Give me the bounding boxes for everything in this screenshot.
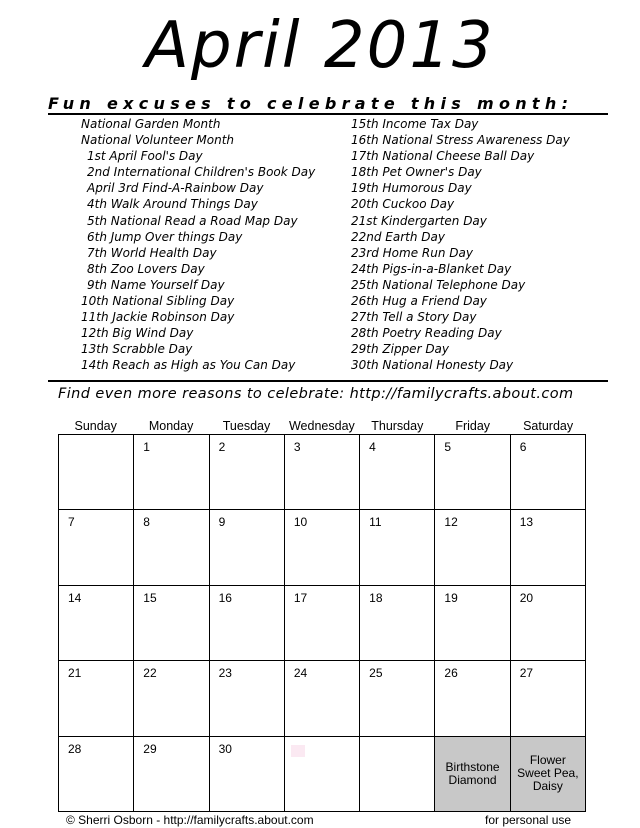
- calendar-cell: [134, 435, 209, 510]
- divider-top: [48, 113, 608, 115]
- calendar-cell: [285, 661, 360, 736]
- excuse-item: National Volunteer Month: [81, 133, 235, 148]
- day-number: 11: [369, 515, 382, 530]
- excuse-item: 16th National Stress Awareness Day: [351, 133, 570, 148]
- calendar-cell: [511, 661, 586, 736]
- day-number: 21: [68, 666, 82, 681]
- excuse-item: 29th Zipper Day: [351, 342, 450, 357]
- calendar-cell: [210, 661, 285, 736]
- calendar-cell: [360, 661, 435, 736]
- day-number: 28: [68, 741, 82, 756]
- day-number: 20: [519, 590, 534, 605]
- birthstone-cell: [435, 737, 510, 812]
- weekday-label: Thursday: [371, 419, 424, 433]
- page-subtitle: Fun excuses to celebrate this month:: [48, 94, 574, 113]
- calendar-cell: [134, 661, 209, 736]
- calendar-cell: [360, 435, 435, 510]
- excuse-item: 11th Jackie Robinson Day: [81, 310, 235, 325]
- usage-footer: for personal use: [485, 813, 572, 827]
- calendar-cell: [59, 510, 134, 585]
- excuse-item: 7th World Health Day: [87, 245, 217, 260]
- calendar-cell: [210, 586, 285, 661]
- weekday-header: [58, 418, 586, 434]
- calendar-cell: [511, 435, 586, 510]
- calendar-cell: [59, 435, 134, 510]
- excuse-item: 18th Pet Owner's Day: [351, 165, 482, 180]
- excuse-item: 9th Name Yourself Day: [87, 277, 225, 292]
- calendar-cell: [435, 586, 510, 661]
- divider-bottom: [48, 380, 608, 382]
- day-number: 4: [369, 440, 376, 454]
- calendar-cell: [285, 586, 360, 661]
- calendar-cell: [435, 435, 510, 510]
- day-number: 24: [293, 666, 308, 681]
- day-number: 17: [293, 590, 308, 605]
- calendar-cell: [134, 737, 209, 812]
- excuse-item: 19th Humorous Day: [351, 181, 472, 196]
- day-number: 6: [519, 440, 527, 454]
- excuse-list-right: [351, 116, 570, 374]
- day-number: 22: [143, 666, 157, 681]
- calendar-cell: [285, 737, 360, 812]
- calendar-cell: [134, 510, 209, 585]
- excuse-item: 1st April Fool's Day: [87, 149, 203, 164]
- excuse-item: 6th Jump Over things Day: [87, 229, 243, 244]
- day-number: 25: [369, 666, 383, 681]
- calendar-cell: [360, 586, 435, 661]
- day-number: 5: [444, 440, 452, 454]
- day-number: 14: [68, 590, 82, 605]
- day-number: 1: [143, 440, 150, 454]
- day-number: 7: [68, 515, 75, 530]
- calendar-cell: [511, 586, 586, 661]
- calendar-cell: [210, 737, 285, 812]
- day-number: 18: [369, 590, 383, 605]
- day-number: 27: [519, 666, 534, 681]
- calendar-cell: [210, 510, 285, 585]
- excuse-item: 12th Big Wind Day: [81, 326, 194, 341]
- weekday-label: Sunday: [74, 419, 117, 433]
- excuse-item: 14th Reach as High as You Can Day: [81, 358, 296, 373]
- copyright-footer[interactable]: © Sherri Osborn - http://familycrafts.about.com: [66, 813, 314, 827]
- day-number: 19: [444, 590, 458, 605]
- calendar-cell: [285, 435, 360, 510]
- excuse-item: 8th Zoo Lovers Day: [87, 261, 205, 276]
- weekday-label: Saturday: [523, 419, 574, 433]
- excuse-item: 5th National Read a Road Map Day: [87, 213, 298, 228]
- day-number: 3: [293, 440, 301, 454]
- excuse-item: 28th Poetry Reading Day: [351, 326, 502, 341]
- calendar-cell: [134, 586, 209, 661]
- calendar-cell: [360, 737, 435, 812]
- day-number: 26: [444, 666, 458, 681]
- excuse-item: 4th Walk Around Things Day: [87, 197, 258, 212]
- day-number: 30: [218, 741, 232, 756]
- calendar-cell: [435, 510, 510, 585]
- page-title: April 2013: [145, 9, 495, 83]
- day-number: 9: [218, 515, 226, 530]
- day-number: 8: [143, 515, 150, 530]
- day-number: 15: [143, 590, 157, 605]
- weekday-label: Tuesday: [222, 419, 271, 433]
- calendar-cell: [360, 510, 435, 585]
- excuse-item: 26th Hug a Friend Day: [351, 294, 487, 309]
- day-number: 29: [143, 741, 157, 756]
- excuse-item: 30th National Honesty Day: [351, 358, 514, 373]
- calendar-cell: [511, 510, 586, 585]
- calendar-cell: [435, 661, 510, 736]
- excuse-item: 10th National Sibling Day: [81, 294, 235, 309]
- day-number: 13: [519, 515, 534, 530]
- pink-mark: [291, 745, 305, 757]
- excuse-item: 23rd Home Run Day: [351, 245, 473, 260]
- day-number: 12: [444, 515, 458, 530]
- day-number: 10: [293, 515, 308, 530]
- excuse-item: 20th Cuckoo Day: [351, 197, 455, 212]
- calendar-cell: [59, 661, 134, 736]
- excuse-item: 24th Pigs-in-a-Blanket Day: [351, 261, 512, 276]
- calendar-cell: [285, 510, 360, 585]
- flower-cell: [511, 737, 586, 812]
- excuse-item: 15th Income Tax Day: [351, 117, 479, 131]
- calendar-cell: [59, 586, 134, 661]
- excuse-item: 17th National Cheese Ball Day: [351, 149, 535, 164]
- excuse-item: 25th National Telephone Day: [351, 277, 526, 292]
- weekday-label: Wednesday: [288, 419, 355, 433]
- day-number: 23: [218, 666, 232, 681]
- excuse-item: 21st Kindergarten Day: [351, 213, 487, 228]
- calendar-grid: [58, 434, 586, 812]
- birthstone-label: Birthstone Diamond: [445, 759, 500, 787]
- excuse-item: National Garden Month: [81, 117, 221, 131]
- excuse-item: 13th Scrabble Day: [81, 342, 193, 357]
- excuse-item: April 3rd Find-A-Rainbow Day: [87, 181, 264, 196]
- more-reasons-link[interactable]: Find even more reasons to celebrate: http://familycrafts.about.com: [58, 386, 574, 402]
- excuse-item: 22nd Earth Day: [351, 229, 445, 244]
- weekday-label: Monday: [148, 419, 194, 433]
- calendar-cell: [210, 435, 285, 510]
- day-number: 2: [218, 440, 226, 454]
- day-number: 16: [218, 590, 232, 605]
- excuse-item: 2nd International Children's Book Day: [87, 165, 316, 180]
- excuse-item: 27th Tell a Story Day: [351, 310, 477, 325]
- flower-label: Flower Sweet Pea, Daisy: [517, 753, 579, 794]
- calendar-cell: [59, 737, 134, 812]
- weekday-label: Friday: [455, 419, 491, 433]
- excuse-list-left: [81, 116, 315, 374]
